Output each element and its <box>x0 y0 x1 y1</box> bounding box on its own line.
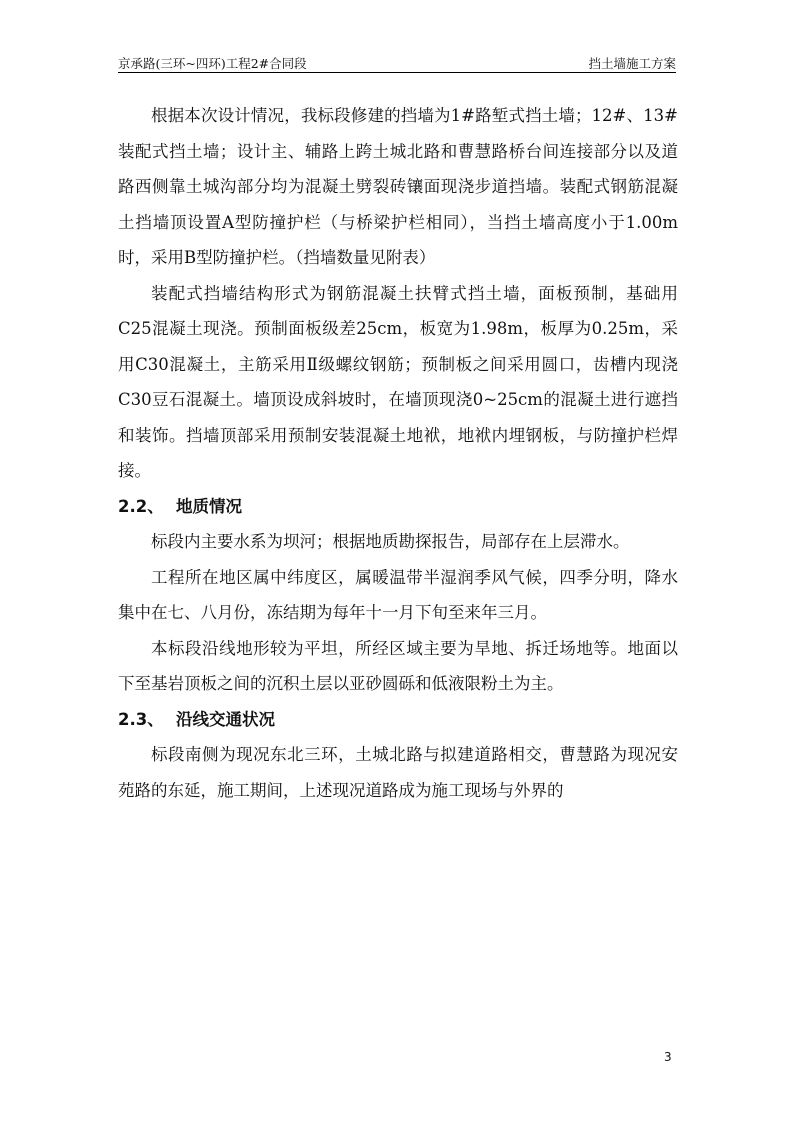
header-document-title: 挡土墙施工方案 <box>588 56 676 71</box>
header-project-title: 京承路(三环~四环)工程2#合同段 <box>118 56 307 71</box>
document-body <box>118 98 678 808</box>
paragraph-traffic: 标段南侧为现况东北三环，土城北路与拟建道路相交，曹慧路为现况安苑路的东延，施工期间，上述现况道路成为施工现场与外界的 <box>118 745 678 800</box>
section-heading-geology <box>118 489 678 525</box>
section-number: 2.2、 <box>118 496 164 516</box>
paragraph-water-system: 标段内主要水系为坝河；根据地质勘探报告，局部存在上层滞水。 <box>151 532 630 551</box>
paragraph-assembled-wall-structure: 装配式挡墙结构形式为钢筋混凝土扶臂式挡土墙，面板预制，基础用C25混凝土现浇。预制面板级差25cm，板宽为1.98m，板厚为0.25m，采用C30混凝土，主筋采用Ⅱ级螺纹钢筋；预制板之间采用圆口，齿槽内现浇C30豆石混凝土。墙顶设成斜坡时，在墙顶现浇0~25cm的混凝土进行遮挡和装饰。挡墙顶部采用预制安装混凝土地袱，地袱内埋钢板，与防撞护栏焊接。 <box>118 283 678 480</box>
paragraph-climate: 工程所在地区属中纬度区，属暖温带半湿润季风气候，四季分明，降水集中在七、八月份，冻结期为每年十一月下旬至来年三月。 <box>118 567 678 622</box>
page-header <box>118 52 676 73</box>
paragraph-retaining-wall-design: 根据本次设计情况，我标段修建的挡墙为1#路堑式挡土墙；12#、13#装配式挡土墙；设计主、辅路上跨土城北路和曹慧路桥台间连接部分以及道路西侧靠土城沟部分均为混凝土劈裂砖镶面现浇步道挡墙。装配式钢筋混凝土挡墙顶设置A型防撞护栏（与桥梁护栏相同），当挡土墙高度小于1.00m时，采用B型防撞护栏。（挡墙数量见附表） <box>118 106 678 267</box>
section-number: 2.3、 <box>118 709 164 729</box>
paragraph-terrain: 本标段沿线地形较为平坦，所经区域主要为旱地、拆迁场地等。地面以下至基岩顶板之间的沉积土层以亚砂圆砾和低液限粉土为主。 <box>118 638 678 693</box>
page-number: 3 <box>664 1050 672 1064</box>
section-title: 地质情况 <box>176 496 242 516</box>
section-title: 沿线交通状况 <box>176 709 275 729</box>
section-heading-traffic <box>118 702 678 738</box>
